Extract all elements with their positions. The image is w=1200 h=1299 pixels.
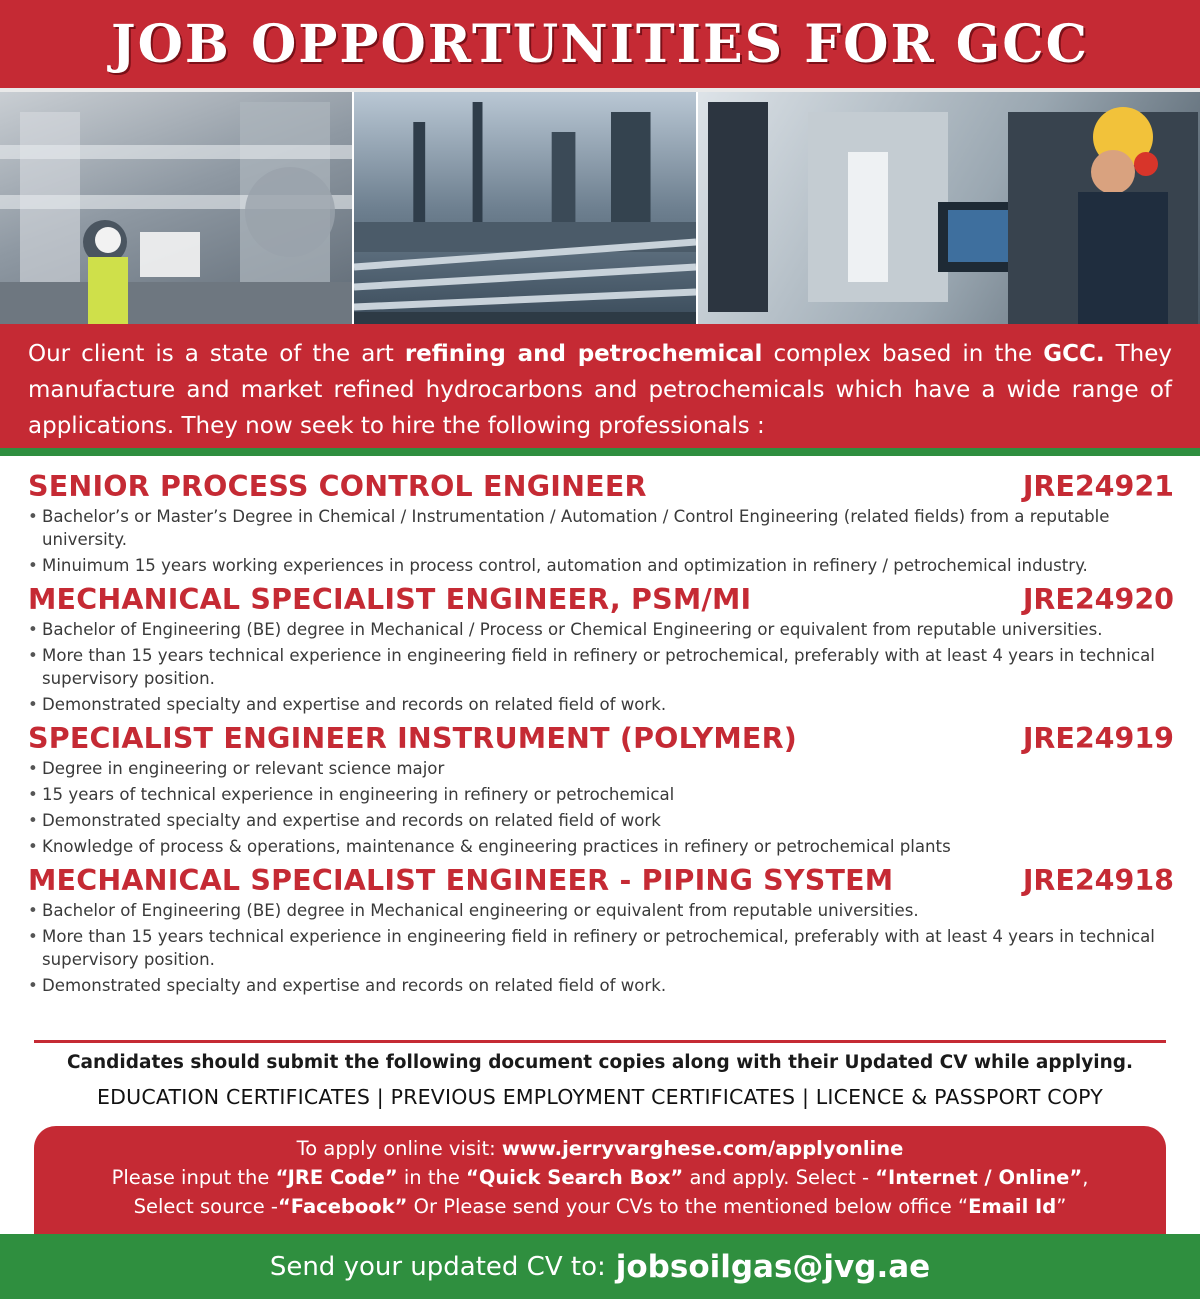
- documents-note: Candidates should submit the following document copies along with their Updated CV while applying.: [66, 1052, 1134, 1073]
- job-code: JRE24920: [1022, 583, 1174, 616]
- section-divider: [34, 1040, 1166, 1043]
- list-item: • More than 15 years technical experience in engineering field in refinery or petrochemical, preferably with at least 4 years in technical supervisory position.: [28, 644, 1174, 690]
- list-item: • Demonstrated specialty and expertise and records on related field of work.: [28, 974, 1174, 997]
- job-item: [28, 864, 1174, 997]
- page-title: JOB OPPORTUNITIES FOR GCC: [111, 13, 1089, 75]
- job-title: SENIOR PROCESS CONTROL ENGINEER: [28, 470, 647, 503]
- apply-url-link[interactable]: www.jerryvarghese.com/applyonline: [501, 1137, 904, 1160]
- job-requirements: [28, 899, 1174, 997]
- job-requirements: [28, 618, 1174, 716]
- job-title: MECHANICAL SPECIALIST ENGINEER - PIPING SYSTEM: [28, 864, 894, 897]
- list-item: • 15 years of technical experience in engineering in refinery or petrochemical: [28, 783, 1174, 806]
- job-requirements: [28, 505, 1174, 577]
- photo-strip: [0, 92, 1200, 324]
- list-item: • Bachelor of Engineering (BE) degree in Mechanical / Process or Chemical Engineering or equivalent from reputable universities.: [28, 618, 1174, 641]
- documents-list: EDUCATION CERTIFICATES | PREVIOUS EMPLOYMENT CERTIFICATES | LICENCE & PASSPORT COPY: [96, 1085, 1103, 1109]
- contact-email-link[interactable]: jobsoilgas@jvg.ae: [615, 1248, 931, 1285]
- job-requirements: [28, 757, 1174, 858]
- job-code: JRE24921: [1022, 470, 1174, 503]
- photo-engineer-plant: [0, 92, 352, 324]
- list-item: • Bachelor of Engineering (BE) degree in Mechanical engineering or equivalent from reputable universities.: [28, 899, 1174, 922]
- job-title: SPECIALIST ENGINEER INSTRUMENT (POLYMER): [28, 722, 797, 755]
- job-item: [28, 722, 1174, 858]
- list-item: • Demonstrated specialty and expertise and records on related field of work.: [28, 693, 1174, 716]
- footer-banner: [0, 1234, 1200, 1299]
- intro-text: Our client is a state of the art refining and petrochemical complex based in the GCC. They manufacture and market refined hydrocarbons and petrochemicals which have a wide range of applications. They now seek to hire the following professionals :: [0, 324, 1200, 448]
- apply-line-1: To apply online visit: www.jerryvarghese.com/applyonline: [296, 1137, 904, 1160]
- apply-line-2: Please input the “JRE Code” in the “Quick Search Box” and apply. Select - “Internet / Online”,: [111, 1166, 1089, 1189]
- list-item: • Minuimum 15 years working experiences in process control, automation and optimization in refinery / petrochemical industry.: [28, 554, 1174, 577]
- photo-refinery: [352, 92, 698, 324]
- list-item: • Knowledge of process & operations, maintenance & engineering practices in refinery or petrochemical plants: [28, 835, 1174, 858]
- list-item: • Demonstrated specialty and expertise and records on related field of work: [28, 809, 1174, 832]
- photo-automation-operator: [698, 92, 1200, 324]
- job-code: JRE24918: [1022, 864, 1174, 897]
- footer-lead: Send your updated CV to:: [269, 1251, 606, 1282]
- list-item: • More than 15 years technical experience in engineering field in refinery or petrochemical, preferably with at least 4 years in technical supervisory position.: [28, 925, 1174, 971]
- divider: [0, 448, 1200, 456]
- job-list: [28, 470, 1174, 1003]
- apply-line-3: Select source -“Facebook” Or Please send your CVs to the mentioned below office “Email Id”: [133, 1195, 1067, 1218]
- job-code: JRE24919: [1022, 722, 1174, 755]
- list-item: • Bachelor’s or Master’s Degree in Chemical / Instrumentation / Automation / Control Engineering (related fields) from a reputable university.: [28, 505, 1174, 551]
- apply-instructions: [34, 1126, 1166, 1234]
- job-item: [28, 470, 1174, 577]
- title-banner: [0, 0, 1200, 92]
- job-item: [28, 583, 1174, 716]
- list-item: • Degree in engineering or relevant science major: [28, 757, 1174, 780]
- job-title: MECHANICAL SPECIALIST ENGINEER, PSM/MI: [28, 583, 752, 616]
